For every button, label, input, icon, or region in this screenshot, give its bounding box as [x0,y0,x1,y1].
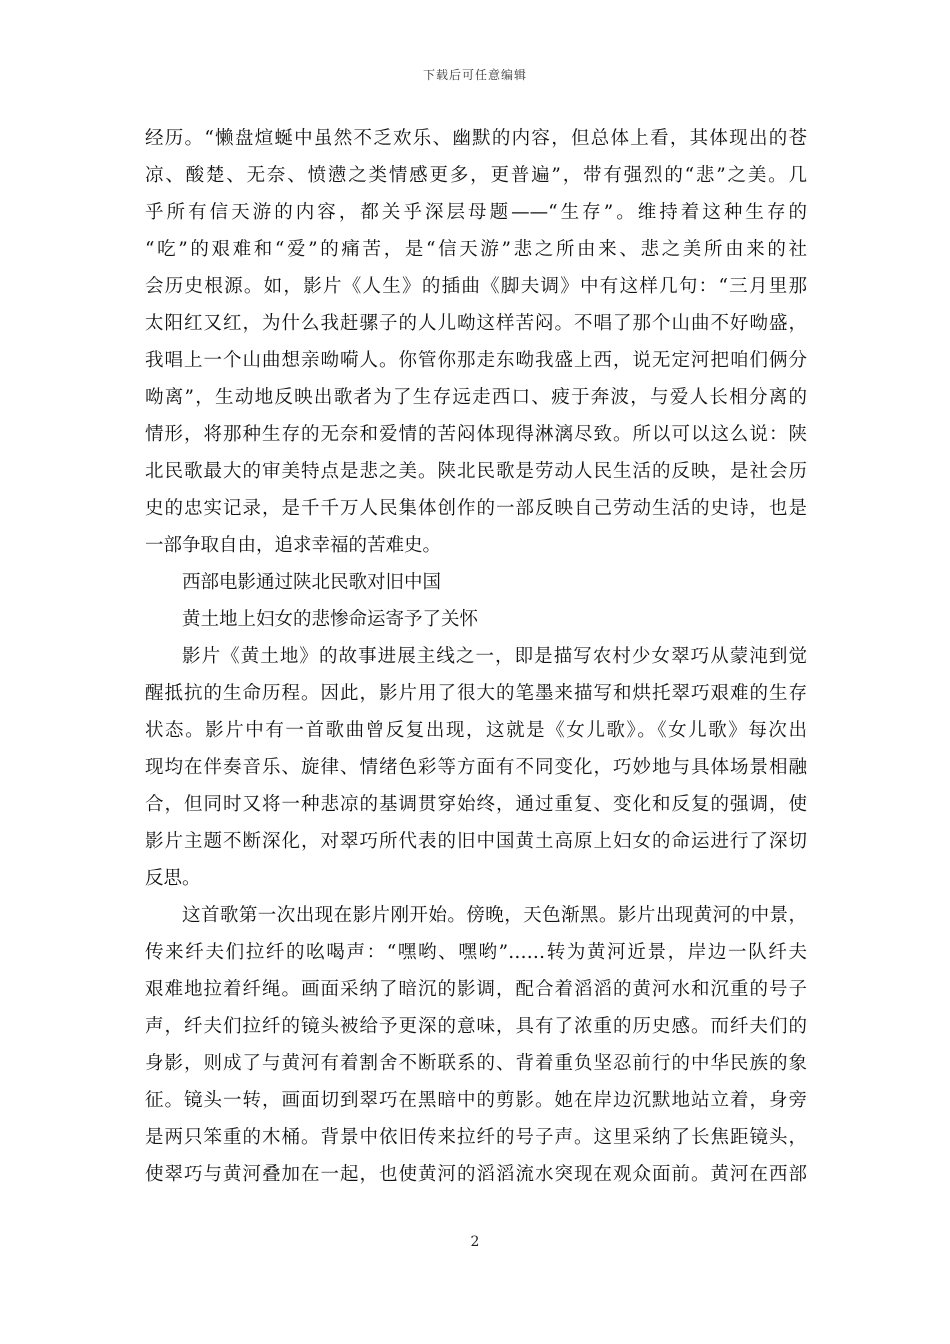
text-line: 状态。影片中有一首歌曲曾反复出现，这就是《女儿歌》。《女儿歌》每次出 [145,720,807,741]
text-line: 情形，将那种生存的无奈和爱情的苦闷体现得淋漓尽致。所以可以这么说：陕 [145,424,807,445]
text-line: 北民歌最大的审美特点是悲之美。陕北民歌是劳动人民生活的反映，是社会历 [145,461,807,482]
text-line: 是两只笨重的木桶。背景中依旧传来拉纤的号子声。这里采纳了长焦距镜头， [145,1127,807,1148]
text-line: 合，但同时又将一种悲凉的基调贯穿始终，通过重复、变化和反复的强调，使 [145,794,807,815]
text-line: 乎所有信天游的内容，都关乎深层母题——“生存”。维持着这种生存的 [145,202,807,223]
section-heading: 黄土地上妇女的悲惨命运寄予了关怀 [182,609,479,630]
text-line: 太阳红又红，为什么我赶骡子的人儿呦这样苦闷。不唱了那个山曲不好呦盛， [145,313,807,334]
text-line: 这首歌第一次出现在影片刚开始。傍晚，天色渐黑。影片出现黄河的中景， [182,905,807,926]
text-line: 声，纤夫们拉纤的镜头被给予更深的意味，具有了浓重的历史感。而纤夫们的 [145,1016,807,1037]
text-line: 影片主题不断深化，对翠巧所代表的旧中国黄土高原上妇女的命运进行了深切 [145,831,807,852]
text-line: 影片《黄土地》的故事进展主线之一，即是描写农村少女翠巧从蒙沌到觉 [182,646,807,667]
text-line: 我唱上一个山曲想亲呦嗬人。你管你那走东呦我盛上西，说无定河把咱们俩分 [145,350,807,371]
text-line: 呦离”，生动地反映出歌者为了生存远走西口、疲于奔波，与爱人长相分离的 [145,387,807,408]
document-body [145,120,807,1193]
text-line: 一部争取自由，追求幸福的苦难史。 [145,535,442,556]
text-line: 反思。 [145,868,201,889]
text-line: 会历史根源。如，影片《人生》的插曲《脚夫调》中有这样几句：“三月里那 [145,276,807,297]
text-line: 身影，则成了与黄河有着割舍不断联系的、背着重负坚忍前行的中华民族的象 [145,1053,807,1074]
text-line: 现均在伴奏音乐、旋律、情绪色彩等方面有不同变化，巧妙地与具体场景相融 [145,757,807,778]
text-line: 艰难地拉着纤绳。画面采纳了暗沉的影调，配合着滔滔的黄河水和沉重的号子 [145,979,807,1000]
text-line: 征。镜头一转，画面切到翠巧在黑暗中的剪影。她在岸边沉默地站立着，身旁 [145,1090,807,1111]
page-header: 下载后可任意编辑 [422,68,527,82]
text-line: “吃”的艰难和“爱”的痛苦，是“信天游”悲之所由来、悲之美所由来的社 [145,239,807,260]
text-line: 使翠巧与黄河叠加在一起，也使黄河的滔滔流水突现在观众面前。黄河在西部 [145,1164,807,1185]
page-number: 2 [470,1234,480,1250]
text-line: 经历。“懒盘煊蜒中虽然不乏欢乐、幽默的内容，但总体上看，其体现出的苍 [145,128,807,149]
text-line: 凉、酸楚、无奈、愤懑之类情感更多，更普遍”，带有强烈的“悲”之美。几 [145,165,807,186]
section-heading: 西部电影通过陕北民歌对旧中国 [182,572,442,593]
text-line: 史的忠实记录，是千千万人民集体创作的一部反映自己劳动生活的史诗，也是 [145,498,807,519]
text-line: 传来纤夫们拉纤的吆喝声：“嘿哟、嘿哟”……转为黄河近景，岸边一队纤夫 [145,942,807,963]
text-line: 醒抵抗的生命历程。因此，影片用了很大的笔墨来描写和烘托翠巧艰难的生存 [145,683,807,704]
